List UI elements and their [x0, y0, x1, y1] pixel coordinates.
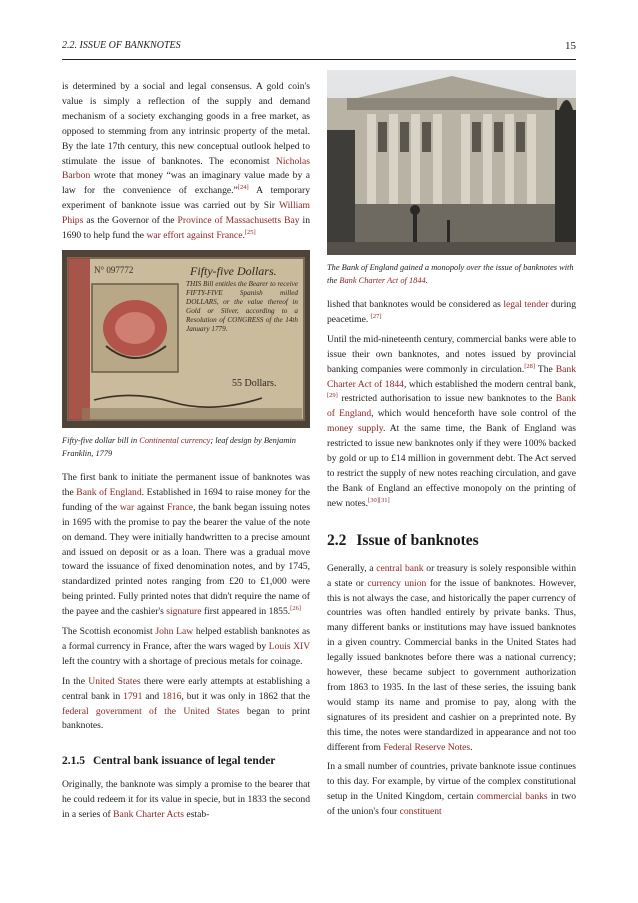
- citation-27[interactable]: [27]: [370, 312, 382, 320]
- text: Generally, a: [327, 562, 377, 574]
- paragraph: [327, 333, 576, 512]
- link-bank-charter-act-of-1844[interactable]: Bank Charter Act of 1844: [339, 276, 426, 285]
- link-john-law[interactable]: John Law: [155, 626, 194, 638]
- text: or treasury is solely responsible within a state or: [327, 562, 577, 589]
- paragraph: [62, 625, 310, 670]
- link-bank-charter-acts[interactable]: Bank Charter Acts: [113, 809, 185, 821]
- text: is determined by a social and legal consensus. A gold coin's value is simply a reflection of the supply and demand mechanism of a society exchanging goods in a free market, as opposed to stemming from any intrinsic property of the metal. By the late 17th century, this new conceptual outlook helped to stimulate the issue of banknotes. The economist: [62, 81, 310, 167]
- running-header: [62, 40, 576, 60]
- text: In the: [62, 675, 89, 687]
- text: left the country with a shortage of precious metals for coinage.: [62, 655, 303, 667]
- citation-26[interactable]: [26]: [290, 604, 302, 612]
- link-bank-charter-act-of-1844[interactable]: Bank Charter Act of 1844: [327, 363, 577, 390]
- link-nicholas-barbon[interactable]: Nicholas Barbon: [62, 155, 310, 182]
- text: .: [425, 276, 428, 285]
- paragraph: [62, 80, 310, 244]
- banknote-serial: N° 097772: [94, 264, 134, 275]
- link-louis-xiv[interactable]: Louis XIV: [268, 640, 310, 652]
- link-commercial-banks[interactable]: commercial banks: [476, 791, 548, 803]
- subsection-heading: [62, 754, 310, 768]
- text: first appeared in 1855.: [201, 606, 291, 618]
- banknote-denomination: Fifty-five Dollars.: [190, 263, 277, 278]
- link-signature[interactable]: signature: [166, 606, 202, 618]
- link-money-supply[interactable]: money supply: [327, 423, 383, 435]
- text: during peacetime.: [327, 299, 577, 325]
- text: . Established in 1694 to raise money for the funding of the: [62, 486, 311, 513]
- text: , the bank began issuing notes in 1695 with the promise to pay the bearer the value of the note on demand. They were initially handwritten to a precise amount and issued on deposit or as a loan. There was a gradual move toward the issuance of fixed denomination notes, and by 1745, standardized printed notes ranging from £20 to £1,000 were being printed. Fully printed notes that didn't require the name of the payee and the cashier's: [62, 501, 310, 618]
- right-column: [327, 80, 576, 825]
- text: in 1690 to help fund the: [62, 215, 310, 242]
- text: estab-: [184, 809, 210, 821]
- section-number: 2.2: [327, 531, 347, 549]
- link-1791[interactable]: 1791: [123, 690, 143, 702]
- paragraph: [327, 760, 576, 820]
- link-war-effort-against-france[interactable]: war effort against France: [146, 230, 243, 242]
- text: In a small number of countries, private banknote issue continues to this day. For example, by virtue of the complex constitutional setup in the United Kingdom, certain: [327, 761, 576, 803]
- text: there were early attempts at establishing a central bank in: [62, 675, 310, 702]
- page-number: 15: [565, 40, 576, 52]
- text: The: [535, 363, 556, 375]
- paragraph: [327, 298, 576, 328]
- link-province-of-massachusetts-bay[interactable]: Province of Massachusetts Bay: [177, 215, 300, 227]
- link-central-bank[interactable]: central bank: [376, 562, 424, 574]
- link-united-states[interactable]: United States: [88, 675, 141, 687]
- text: , but it was only in 1862 that the: [181, 690, 310, 702]
- paragraph: [327, 562, 576, 756]
- text: . At the same time, the Bank of England was restricted to issue new banknotes only if they were 100% backed by gold or up to £14 million in government debt. The Act served to restrict the supply of new notes reaching circulation, and gave the Bank of England an effective monopoly on the printing of new notes.: [327, 423, 576, 509]
- text: against: [134, 501, 167, 513]
- text: began to print banknotes.: [62, 705, 310, 732]
- link-currency-union[interactable]: currency union: [367, 577, 427, 589]
- section-title: Issue of banknotes: [356, 531, 479, 549]
- figure-caption-bank-of-england: [327, 261, 576, 287]
- text: lished that banknotes would be considered as: [327, 299, 504, 310]
- bank-of-england-photo: [327, 70, 576, 255]
- text: wrote that money “was an imaginary value made by a law for the convenience of exchange.”: [62, 170, 310, 197]
- link-federal-government-of-the-united-states[interactable]: federal government of the United States: [62, 705, 240, 717]
- text: , which established the modern central bank,: [403, 378, 576, 390]
- link-1816[interactable]: 1816: [162, 690, 182, 702]
- figure-caption-banknote: [62, 434, 310, 460]
- text: .: [470, 741, 473, 753]
- link-federal-reserve-notes[interactable]: Federal Reserve Notes: [383, 741, 471, 753]
- continental-banknote-image: [62, 250, 310, 428]
- link-france[interactable]: France: [166, 501, 194, 513]
- text: in two of the union's four: [327, 791, 576, 818]
- text: , which would henceforth have sole control of the: [371, 408, 576, 420]
- paragraph: [62, 471, 310, 620]
- link-bank-of-england[interactable]: Bank of England: [327, 393, 576, 420]
- text: and: [142, 690, 163, 702]
- banknote-amount: 55 Dollars.: [232, 377, 277, 389]
- link-william-phips[interactable]: William Phips: [62, 200, 310, 227]
- text: for the issue of banknotes. However, this is not always the case, and historically the paper currency of countries was often handled entirely by private banks. Thus, many different banks or institutions may have issued banknotes in a given country. Commercial banks in the United States had legally issued banknotes before there was a national currency; however, these became subject to government authorization from 1863 to 1935. In the last of these series, the issuing bank would stamp its name and promise to pay, along with the signatures of its president and cashier on a preprinted note. By this time, the notes were standardized in appearance and not too different from: [327, 577, 577, 753]
- text: .: [242, 230, 245, 242]
- citation-24[interactable]: [24]: [237, 184, 249, 192]
- text: Originally, the banknote was simply a promise to the bearer that he could redeem it for its value in specie, but in 1833 the second in a series of: [62, 779, 310, 821]
- text: Fifty-five dollar bill in: [62, 435, 140, 445]
- subsection-title: Central bank issuance of legal tender: [93, 755, 276, 768]
- text: Until the mid-nineteenth century, commercial banks were able to issue their own banknotes, and notes issued by provincial banking companies were commonly in circulation.: [327, 333, 576, 375]
- running-title: 2.2. ISSUE OF BANKNOTES: [62, 40, 181, 51]
- left-column: [62, 80, 310, 828]
- paragraph: [62, 675, 310, 735]
- text: helped establish banknotes as a formal currency in France, after the wars waged by: [62, 626, 310, 652]
- text: as the Governor of the: [83, 215, 178, 227]
- link-continental-currency[interactable]: Continental currency: [139, 435, 211, 445]
- citation-28[interactable]: [28]: [524, 362, 536, 370]
- link-legal-tender[interactable]: legal tender: [503, 299, 549, 310]
- citation-29[interactable]: [29]: [327, 392, 338, 400]
- citation-25[interactable]: [25]: [244, 228, 256, 236]
- text: The Scottish economist: [62, 626, 156, 638]
- text: The first bank to initiate the permanent issue of banknotes was the: [62, 471, 310, 498]
- subsection-number: 2.1.5: [62, 755, 85, 768]
- paragraph: [62, 778, 310, 823]
- banknote-body-text: THIS Bill entitles the Bearer to receive FIFTY-FIVE Spanish milled DOLLARS, or the value thereof in Gold or Silver, according to a Resolution of CONGRESS of the 14th January 1779.: [186, 279, 298, 333]
- text: ; leaf design by Benjamin Franklin, 1779: [62, 435, 296, 458]
- text: The Bank of England gained a monopoly over the issue of banknotes with the: [327, 263, 574, 285]
- text: restricted authorisation to issue new banknotes to the: [337, 393, 556, 405]
- link-bank-of-england[interactable]: Bank of England: [76, 486, 142, 498]
- link-constituent[interactable]: constituent: [399, 806, 442, 818]
- text: A temporary experiment of banknote issue was carried out by Sir: [62, 185, 311, 212]
- section-heading: [327, 532, 576, 550]
- link-war[interactable]: war: [119, 501, 135, 513]
- citation-30-31[interactable]: [30][31]: [368, 496, 390, 504]
